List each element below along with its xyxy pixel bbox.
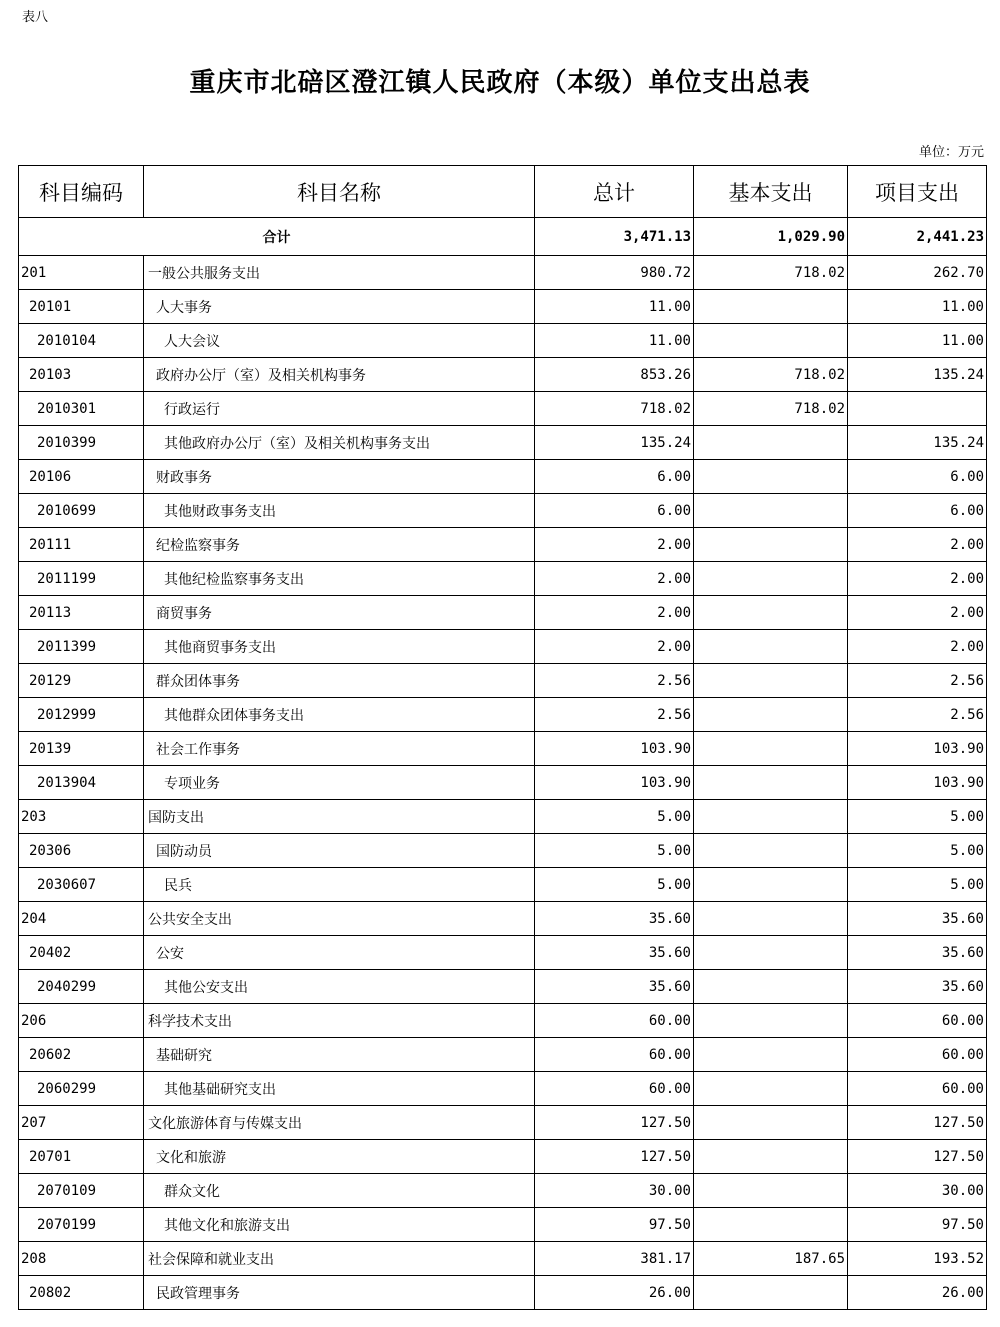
row-code: 2013904 xyxy=(19,766,144,800)
table-row xyxy=(19,1208,987,1242)
row-name: 其他公安支出 xyxy=(144,970,535,1004)
row-total: 2.00 xyxy=(535,528,694,562)
row-total: 103.90 xyxy=(535,766,694,800)
table-row xyxy=(19,1174,987,1208)
header-total: 总计 xyxy=(535,166,694,218)
row-code: 204 xyxy=(19,902,144,936)
row-name: 基础研究 xyxy=(144,1038,535,1072)
row-project: 35.60 xyxy=(848,902,987,936)
header-name: 科目名称 xyxy=(144,166,535,218)
row-code: 20103 xyxy=(19,358,144,392)
table-row xyxy=(19,630,987,664)
row-total: 60.00 xyxy=(535,1072,694,1106)
table-row xyxy=(19,494,987,528)
table-row xyxy=(19,290,987,324)
table-row xyxy=(19,392,987,426)
table-row xyxy=(19,800,987,834)
row-code: 20106 xyxy=(19,460,144,494)
row-total: 35.60 xyxy=(535,970,694,1004)
table-row xyxy=(19,1276,987,1310)
row-code: 201 xyxy=(19,256,144,290)
row-basic: 718.02 xyxy=(694,392,848,426)
row-code: 2070199 xyxy=(19,1208,144,1242)
row-name: 其他基础研究支出 xyxy=(144,1072,535,1106)
row-basic xyxy=(694,1276,848,1310)
row-project: 193.52 xyxy=(848,1242,987,1276)
row-total: 60.00 xyxy=(535,1038,694,1072)
table-row xyxy=(19,834,987,868)
row-code: 20802 xyxy=(19,1276,144,1310)
row-total: 2.56 xyxy=(535,698,694,732)
row-name: 文化和旅游 xyxy=(144,1140,535,1174)
expenditure-table xyxy=(18,165,987,1310)
row-basic xyxy=(694,1038,848,1072)
row-code: 20129 xyxy=(19,664,144,698)
row-basic xyxy=(694,732,848,766)
row-name: 文化旅游体育与传媒支出 xyxy=(144,1106,535,1140)
row-total: 35.60 xyxy=(535,936,694,970)
row-project: 6.00 xyxy=(848,460,987,494)
row-total: 2.00 xyxy=(535,596,694,630)
table-row xyxy=(19,732,987,766)
row-code: 2030607 xyxy=(19,868,144,902)
row-code: 2070109 xyxy=(19,1174,144,1208)
row-total: 60.00 xyxy=(535,1004,694,1038)
row-basic xyxy=(694,562,848,596)
row-basic: 718.02 xyxy=(694,256,848,290)
row-project: 2.00 xyxy=(848,596,987,630)
table-row xyxy=(19,664,987,698)
row-project: 11.00 xyxy=(848,324,987,358)
row-total: 2.56 xyxy=(535,664,694,698)
row-code: 207 xyxy=(19,1106,144,1140)
row-project: 103.90 xyxy=(848,766,987,800)
row-total: 718.02 xyxy=(535,392,694,426)
row-total: 11.00 xyxy=(535,324,694,358)
row-basic xyxy=(694,834,848,868)
row-total: 853.26 xyxy=(535,358,694,392)
row-code: 206 xyxy=(19,1004,144,1038)
row-project: 2.00 xyxy=(848,630,987,664)
table-row xyxy=(19,358,987,392)
row-code: 20111 xyxy=(19,528,144,562)
row-basic xyxy=(694,766,848,800)
row-total: 5.00 xyxy=(535,834,694,868)
row-basic xyxy=(694,290,848,324)
total-sum: 3,471.13 xyxy=(535,218,694,256)
row-code: 2012999 xyxy=(19,698,144,732)
total-row xyxy=(19,218,987,256)
row-code: 2060299 xyxy=(19,1072,144,1106)
row-name: 其他政府办公厅（室）及相关机构事务支出 xyxy=(144,426,535,460)
header-basic: 基本支出 xyxy=(694,166,848,218)
table-row xyxy=(19,324,987,358)
row-total: 2.00 xyxy=(535,630,694,664)
row-basic xyxy=(694,460,848,494)
row-basic xyxy=(694,1174,848,1208)
row-project: 127.50 xyxy=(848,1106,987,1140)
row-name: 民兵 xyxy=(144,868,535,902)
row-project: 30.00 xyxy=(848,1174,987,1208)
row-name: 国防支出 xyxy=(144,800,535,834)
row-name: 人大会议 xyxy=(144,324,535,358)
row-project: 60.00 xyxy=(848,1038,987,1072)
row-code: 20402 xyxy=(19,936,144,970)
row-name: 科学技术支出 xyxy=(144,1004,535,1038)
row-total: 35.60 xyxy=(535,902,694,936)
row-project: 5.00 xyxy=(848,834,987,868)
row-name: 政府办公厅（室）及相关机构事务 xyxy=(144,358,535,392)
row-project: 11.00 xyxy=(848,290,987,324)
unit-label: 单位：万元 xyxy=(918,145,984,160)
total-label: 合计 xyxy=(19,218,535,256)
table-row xyxy=(19,256,987,290)
row-name: 其他文化和旅游支出 xyxy=(144,1208,535,1242)
row-total: 97.50 xyxy=(535,1208,694,1242)
table-row xyxy=(19,1242,987,1276)
row-project: 35.60 xyxy=(848,936,987,970)
row-project: 262.70 xyxy=(848,256,987,290)
row-basic xyxy=(694,664,848,698)
row-project: 35.60 xyxy=(848,970,987,1004)
row-code: 2010104 xyxy=(19,324,144,358)
row-name: 纪检监察事务 xyxy=(144,528,535,562)
row-project: 60.00 xyxy=(848,1004,987,1038)
row-project: 6.00 xyxy=(848,494,987,528)
row-basic xyxy=(694,1004,848,1038)
table-row xyxy=(19,528,987,562)
row-code: 203 xyxy=(19,800,144,834)
row-name: 一般公共服务支出 xyxy=(144,256,535,290)
row-basic xyxy=(694,528,848,562)
row-code: 2010399 xyxy=(19,426,144,460)
header-code: 科目编码 xyxy=(19,166,144,218)
row-total: 6.00 xyxy=(535,494,694,528)
table-row xyxy=(19,426,987,460)
table-row xyxy=(19,1072,987,1106)
row-basic xyxy=(694,868,848,902)
row-project: 2.00 xyxy=(848,562,987,596)
row-name: 其他纪检监察事务支出 xyxy=(144,562,535,596)
row-total: 135.24 xyxy=(535,426,694,460)
row-project: 103.90 xyxy=(848,732,987,766)
row-name: 群众文化 xyxy=(144,1174,535,1208)
row-total: 103.90 xyxy=(535,732,694,766)
row-basic xyxy=(694,494,848,528)
row-basic xyxy=(694,596,848,630)
row-project: 97.50 xyxy=(848,1208,987,1242)
row-name: 商贸事务 xyxy=(144,596,535,630)
row-name: 其他群众团体事务支出 xyxy=(144,698,535,732)
row-project: 2.56 xyxy=(848,664,987,698)
row-code: 20101 xyxy=(19,290,144,324)
table-row xyxy=(19,1106,987,1140)
row-project: 2.00 xyxy=(848,528,987,562)
total-project: 2,441.23 xyxy=(848,218,987,256)
table-row xyxy=(19,1004,987,1038)
row-total: 11.00 xyxy=(535,290,694,324)
table-number-label: 表八 xyxy=(22,10,49,25)
row-code: 2011199 xyxy=(19,562,144,596)
total-basic: 1,029.90 xyxy=(694,218,848,256)
row-code: 20306 xyxy=(19,834,144,868)
row-code: 20139 xyxy=(19,732,144,766)
table-row xyxy=(19,868,987,902)
row-project: 135.24 xyxy=(848,426,987,460)
row-basic xyxy=(694,1140,848,1174)
table-row xyxy=(19,460,987,494)
table-row xyxy=(19,766,987,800)
row-name: 人大事务 xyxy=(144,290,535,324)
row-basic xyxy=(694,970,848,1004)
row-total: 26.00 xyxy=(535,1276,694,1310)
row-code: 20701 xyxy=(19,1140,144,1174)
row-total: 980.72 xyxy=(535,256,694,290)
row-basic xyxy=(694,426,848,460)
row-name: 群众团体事务 xyxy=(144,664,535,698)
row-name: 专项业务 xyxy=(144,766,535,800)
row-name: 财政事务 xyxy=(144,460,535,494)
row-basic xyxy=(694,324,848,358)
row-code: 2010699 xyxy=(19,494,144,528)
row-project: 5.00 xyxy=(848,868,987,902)
row-name: 其他商贸事务支出 xyxy=(144,630,535,664)
table-row xyxy=(19,1038,987,1072)
row-code: 2010301 xyxy=(19,392,144,426)
row-name: 公共安全支出 xyxy=(144,902,535,936)
row-name: 社会工作事务 xyxy=(144,732,535,766)
page-title: 重庆市北碚区澄江镇人民政府（本级）单位支出总表 xyxy=(189,68,811,98)
table-row xyxy=(19,902,987,936)
row-project: 127.50 xyxy=(848,1140,987,1174)
row-basic xyxy=(694,1106,848,1140)
row-project: 60.00 xyxy=(848,1072,987,1106)
table-row xyxy=(19,1140,987,1174)
row-basic: 718.02 xyxy=(694,358,848,392)
row-total: 127.50 xyxy=(535,1106,694,1140)
table-row xyxy=(19,562,987,596)
row-total: 5.00 xyxy=(535,800,694,834)
table-row xyxy=(19,698,987,732)
row-code: 2011399 xyxy=(19,630,144,664)
row-basic xyxy=(694,936,848,970)
row-name: 行政运行 xyxy=(144,392,535,426)
row-basic xyxy=(694,698,848,732)
row-project: 135.24 xyxy=(848,358,987,392)
row-total: 6.00 xyxy=(535,460,694,494)
row-project: 5.00 xyxy=(848,800,987,834)
row-name: 民政管理事务 xyxy=(144,1276,535,1310)
row-basic: 187.65 xyxy=(694,1242,848,1276)
row-project: 2.56 xyxy=(848,698,987,732)
row-code: 20602 xyxy=(19,1038,144,1072)
table-row xyxy=(19,596,987,630)
row-basic xyxy=(694,800,848,834)
row-code: 20113 xyxy=(19,596,144,630)
row-total: 30.00 xyxy=(535,1174,694,1208)
row-project: 26.00 xyxy=(848,1276,987,1310)
row-project xyxy=(848,392,987,426)
row-total: 2.00 xyxy=(535,562,694,596)
row-code: 2040299 xyxy=(19,970,144,1004)
row-basic xyxy=(694,1072,848,1106)
row-basic xyxy=(694,902,848,936)
row-total: 127.50 xyxy=(535,1140,694,1174)
table-row xyxy=(19,936,987,970)
row-total: 5.00 xyxy=(535,868,694,902)
row-name: 国防动员 xyxy=(144,834,535,868)
header-row xyxy=(19,166,987,218)
table-row xyxy=(19,970,987,1004)
row-name: 公安 xyxy=(144,936,535,970)
row-basic xyxy=(694,1208,848,1242)
row-name: 社会保障和就业支出 xyxy=(144,1242,535,1276)
row-basic xyxy=(694,630,848,664)
row-total: 381.17 xyxy=(535,1242,694,1276)
row-code: 208 xyxy=(19,1242,144,1276)
header-project: 项目支出 xyxy=(848,166,987,218)
row-name: 其他财政事务支出 xyxy=(144,494,535,528)
